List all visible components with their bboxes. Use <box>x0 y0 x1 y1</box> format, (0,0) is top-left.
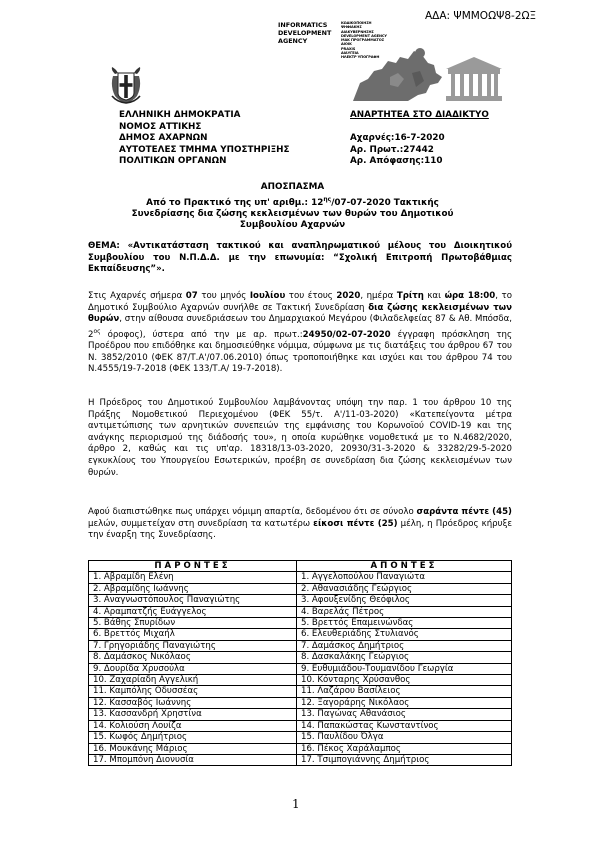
table-row <box>89 595 512 606</box>
attendance-table <box>88 560 512 766</box>
present-member: 16. Μουκάνης Μάριος <box>89 743 297 754</box>
header-left-line: ΔΗΜΟΣ ΑΧΑΡΝΩΝ <box>119 133 208 144</box>
informatics-logo-left <box>278 21 331 45</box>
present-member: 17. Μπομπόνη Διονυσία <box>89 754 297 765</box>
absent-member: 10. Κόνταρης Χρύσανθος <box>296 675 511 686</box>
table-row <box>89 732 512 743</box>
subject-paragraph: ΘΕΜΑ: «Αντικατάσταση τακτικού και αναπληρωματικού μέλους του Διοικητικού Συμβουλίου του Ν.Π.Δ.Δ. με την επωνυμία: “Σχολική Επιτροπή Πρωτοβάθμιας Εκπαίδευσης”». <box>88 241 512 275</box>
present-header: ΠΑΡΟΝΤΕΣ <box>89 561 297 572</box>
table-row <box>89 663 512 674</box>
decision-number: Αρ. Απόφασης:110 <box>350 156 443 167</box>
title-line: ΑΠΟΣΠΑΣΜΑ <box>260 182 325 192</box>
header-left-line: ΕΛΛΗΝΙΚΗ ΔΗΜΟΚΡΑΤΙΑ <box>119 110 241 120</box>
absent-member: 1. Αγγελοπούλου Παναγιώτα <box>296 572 511 583</box>
header-left <box>119 110 290 168</box>
title-line: Συνεδρίασης δια ζώσης κεκλεισμένων των θυρών του Δημοτικού <box>131 208 454 219</box>
title-line: Από το Πρακτικό της υπ' αριθμ.: $12^{\eta\varsigma}/07-07-2020$ Τακτικής <box>146 195 439 208</box>
table-row <box>89 754 512 765</box>
absent-header: ΑΠΟΝΤΕΣ <box>296 561 511 572</box>
present-member: 15. Κωφός Δημήτριος <box>89 732 297 743</box>
present-member: 10. Ζαχαρίαδη Αγγελική <box>89 675 297 686</box>
present-member: 9. Δουρίδα Χρυσούλα <box>89 663 297 674</box>
absent-member: 8. Δασκαλάκης Γεώργιος <box>296 652 511 663</box>
table-row <box>89 743 512 754</box>
table-row <box>89 652 512 663</box>
page-number: 1 <box>292 797 300 811</box>
it-right-line: ΗΛΕΚΤΡ ΥΠΟΓΡΑΦΗ <box>341 55 380 60</box>
present-member: 2. Αβραμίδης Ιωάννης <box>89 583 297 594</box>
posting-label: ΑΝΑΡΤΗΤΕΑ ΣΤΟ ΔΙΑΔΙΚΤΥΟ <box>350 110 489 120</box>
quorum-paragraph: Αφού διαπιστώθηκε πως υπάρχει νόμιμη απαρτία, δεδομένου ότι σε σύνολο σαράντα πέντε (45) μελών, συμμετείχαν στη συνεδρίαση τα κατωτέρω είκοσι πέντε (25) μέλη, η Πρόεδρος κήρυξε την έναρξη της Συνεδρίασης. <box>88 507 513 541</box>
absent-member: 4. Βαρελάς Πέτρος <box>296 606 511 617</box>
it-right-line: ΔΙΟΙΚ <box>341 42 352 47</box>
it-right-line: ΔΙΑΥΓΕΙΑ <box>341 51 359 56</box>
it-right-line: ΨΗΦΙΑΚΗΣ <box>341 25 362 30</box>
absent-member: 6. Ελευθεριάδης Στυλιανός <box>296 629 511 640</box>
title-line: Συμβουλίου Αχαρνών <box>239 220 346 231</box>
it-left-line: INFORMATICS <box>278 21 328 29</box>
absent-member: 5. Βρεττός Επαμεινώνδας <box>296 618 511 629</box>
table-row <box>89 720 512 731</box>
absent-member: 12. Ξαγοράρης Νικόλαος <box>296 697 511 708</box>
protocol-number: Αρ. Πρωτ.:27442 <box>350 144 434 155</box>
header-left-line: ΑΥΤΟΤΕΛΕΣ ΤΜΗΜΑ ΥΠΟΣΤΗΡΙΞΗΣ <box>119 144 290 155</box>
present-member: 14. Κολιούση Λουίζα <box>89 720 297 731</box>
present-member: 12. Κασσαβός Ιωάννης <box>89 697 297 708</box>
table-row <box>89 572 512 583</box>
it-left-line: AGENCY <box>278 37 308 45</box>
absent-member: 16. Πέκος Χαράλαμπος <box>296 743 511 754</box>
it-right-line: ΚΩΔΙΚΟΠΟΙΗΣΗ <box>341 21 372 25</box>
absent-member: 7. Δαμάσκος Δημήτριος <box>296 640 511 651</box>
present-member: 7. Γρηγοριάδης Παναγιώτης <box>89 640 297 651</box>
absent-member: 17. Τσιμπογιάννης Δημήτριος <box>296 754 511 765</box>
present-member: 1. Αβραμίδη Ελένη <box>89 572 297 583</box>
header-left-line: ΠΟΛΙΤΙΚΩΝ ΟΡΓΑΝΩΝ <box>119 156 227 167</box>
table-row <box>89 583 512 594</box>
present-member: 3. Αναγνωστόπουλος Παναγιώτης <box>89 595 297 606</box>
greek-emblem-icon <box>109 66 143 104</box>
table-row <box>89 709 512 720</box>
municipality-logo-icon <box>338 43 508 103</box>
it-right-line: PRAXIS <box>341 46 356 51</box>
table-row <box>89 629 512 640</box>
absent-member: 13. Παγώνας Αθανάσιος <box>296 709 511 720</box>
absent-member: 11. Λαζάρου Βασίλειος <box>296 686 511 697</box>
absent-member: 9. Ευθυμιάδου-Τουμανίδου Γεωργία <box>296 663 511 674</box>
present-member: 6. Βρεττός Μιχαήλ <box>89 629 297 640</box>
table-row <box>89 640 512 651</box>
present-member: 13. Κασσανδρή Χρηστίνα <box>89 709 297 720</box>
it-right-line: ΜΑΚ ΠΡΟΓΡΑΜΜΑΤΟΣ <box>341 38 385 43</box>
table-header-row <box>89 561 512 572</box>
table-row <box>89 686 512 697</box>
it-left-line: DEVELOPMENT <box>278 29 332 37</box>
session-paragraph: Στις Αχαρνές σήμερα 07 του μηνός Ιουλίου του έτους 2020, ημέρα Τρίτη και ώρα 18:00, το Δημοτικό Συμβούλιο Αχαρνών συνήλθε σε Τακτική Συνεδρίαση δια ζώσης κεκλεισμένων των θυρών, στην αίθουσα συνεδριάσεων του Δημαρχιακού Μεγάρου (Φιλαδελφείας 87 & Αθ. Μπόσδα, $2^{o\varsigma}$ όροφος), ύστερα από την με αρ. πρωτ.:24950/02-07-2020 έγγραφη πρόσκληση της Προέδρου που επιδόθηκε και δημοσιεύθηκε νόμιμα, σύμφωνα με τις διατάξεις του άρθρου 67 του Ν. 3852/2010 (ΦΕΚ 87/Τ.Α'/07.06.2010) όπως τροποποιήθηκε και ισχύει και του άρθρου 74 του Ν.4555/19-7-2018 (ΦΕΚ 133/Τ.Α/ 19-7-2018). <box>88 291 512 375</box>
present-member: 8. Δαμάσκος Νικόλαος <box>89 652 297 663</box>
covid-paragraph: Η Πρόεδρος του Δημοτικού Συμβουλίου λαμβάνοντας υπόψη την παρ. 1 του άρθρου 10 της Πράξης Νομοθετικού Περιεχομένου (ΦΕΚ 55/τ. Α'/11-03-2020) «Κατεπείγοντα μέτρα αντιμετώπισης των αρνητικών συνεπειών της εμφάνισης του Κορωνοϊού COVID-19 και της ανάγκης περιορισμού της διάδοσής του», η οποία κυρώθηκε νομοθετικά με το Ν.4682/2020, άρθρο 2, καθώς και τις υπ'αρ. 18318/13-03-2020, 20930/31-3-2020 & 33282/29-5-2020 εγκυκλίους του Υπουργείου Εσωτερικών, προέβη σε συνεδρίαση δια ζώσης κεκλεισμένων των θυρών. <box>88 398 512 478</box>
absent-member: 15. Παυλίδου Όλγα <box>296 732 511 743</box>
absent-member: 14. Παπακώστας Κωνσταντίνος <box>296 720 511 731</box>
table-row <box>89 618 512 629</box>
it-right-line: ΔΙΑΚΥΒΕΡΝΗΣΗΣ <box>341 29 374 34</box>
document-date: Αχαρνές:16-7-2020 <box>350 133 445 144</box>
present-member: 5. Βάθης Σπυρίδων <box>89 618 297 629</box>
document-title <box>100 182 485 232</box>
absent-member: 3. Αφουξενίδης Θεόφιλος <box>296 595 511 606</box>
header-right <box>350 110 489 168</box>
absent-member: 2. Αθανασιάδης Γεώργιος <box>296 583 511 594</box>
header-left-line: ΝΟΜΟΣ ΑΤΤΙΚΗΣ <box>119 121 202 132</box>
it-right-line: DEVELOPMENT AGENCY <box>341 33 387 38</box>
present-member: 4. Αραμπατζής Ευάγγελος <box>89 606 297 617</box>
table-row <box>89 697 512 708</box>
table-row <box>89 675 512 686</box>
table-row <box>89 606 512 617</box>
ada-code: ΑΔΑ: ΨΜΜΟΩΨ8-2ΩΞ <box>425 10 537 22</box>
present-member: 11. Καμπόλης Οδυσσέας <box>89 686 297 697</box>
